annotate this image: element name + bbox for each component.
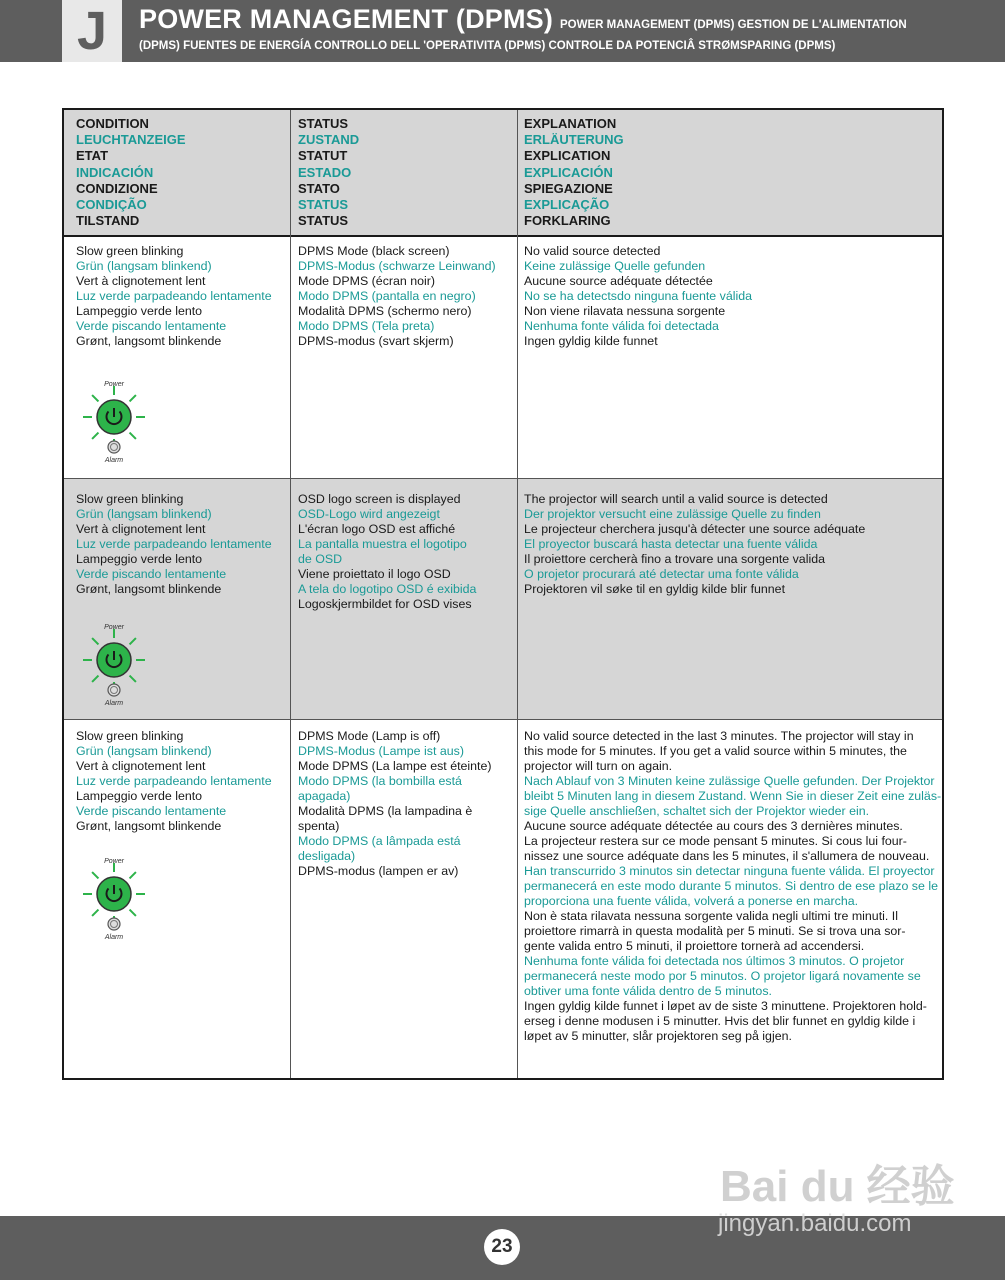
text-line: Modo DPMS (a lâmpada está (298, 834, 461, 848)
text-line: Grønt, langsomt blinkende (76, 819, 222, 833)
watermark-url: jingyan.baidu.com (718, 1210, 912, 1237)
text-line: Slow green blinking (76, 729, 184, 743)
text-line: Lampeggio verde lento (76, 552, 203, 566)
text-line: DPMS-modus (lampen er av) (298, 864, 459, 878)
text-line: Projektoren vil søke til en gyldig kilde blir funnet (524, 582, 786, 596)
led-ray (92, 395, 98, 401)
text-line: TILSTAND (76, 213, 140, 229)
text-line: OSD-Logo wird angezeigt (298, 507, 440, 521)
dpms-table (62, 108, 944, 1080)
text-line: Luz verde parpadeando lentamente (76, 537, 272, 551)
text-line: nissez une source adéquate dans les 5 minutes, il s'allumera de nouveau. (524, 849, 930, 863)
text-line: Verde piscando lentamente (76, 319, 227, 333)
text-line: EXPLICAÇÃO (524, 197, 610, 213)
text-line: Ingen gyldig kilde funnet (524, 334, 658, 348)
text-line: DPMS Mode (Lamp is off) (298, 729, 441, 743)
text-line: DPMS-Modus (schwarze Leinwand) (298, 259, 496, 273)
row2-status (298, 492, 476, 612)
text-line: this mode for 5 minutes. If you get a valid source within 5 minutes, the (524, 744, 907, 758)
text-line: Non viene rilavata nessuna sorgente (524, 304, 726, 318)
text-line: No valid source detected (524, 244, 661, 258)
text-line: Logoskjermbildet for OSD vises (298, 597, 472, 611)
text-line: Grün (langsam blinkend) (76, 259, 212, 273)
text-line: de OSD (298, 552, 343, 566)
table-row (64, 720, 942, 1078)
text-line: Mode DPMS (écran noir) (298, 274, 436, 288)
text-line: Modalità DPMS (schermo nero) (298, 304, 472, 318)
text-line: STATUS (298, 213, 349, 229)
text-line: CONDIÇÃO (76, 197, 147, 213)
text-line: OSD logo screen is displayed (298, 492, 461, 506)
text-line: The projector will search until a valid source is detected (524, 492, 828, 506)
text-line: L'écran logo OSD est affiché (298, 522, 456, 536)
text-line: erseg i denne modusen i 5 minutter. Hvis det blir funnet en gyldig kilde i (524, 1014, 916, 1028)
text-line: Nach Ablauf von 3 Minuten keine zulässige Quelle gefunden. Der Projektor (524, 774, 935, 788)
text-line: Verde piscando lentamente (76, 804, 227, 818)
row1-explanation (524, 244, 752, 349)
text-line: A tela do logotipo OSD é exibida (298, 582, 477, 596)
power-led-icon: Power Alarm (79, 620, 149, 710)
text-line: Vert à clignotement lent (76, 274, 206, 288)
alarm-led (108, 918, 120, 930)
page-title: POWER MANAGEMENT (DPMS) (139, 4, 554, 34)
row3-condition (76, 729, 272, 834)
text-line: DPMS-modus (svart skjerm) (298, 334, 454, 348)
alarm-led (108, 441, 120, 453)
text-line: ESTADO (298, 164, 352, 180)
text-line: Aucune source adéquate détectée au cours des 3 dernières minutes. (524, 819, 903, 833)
text-line: Luz verde parpadeando lentamente (76, 289, 272, 303)
header-condition (76, 116, 186, 229)
text-line: sige Quelle anschließen, schaltet sich der Projektor wieder ein. (524, 804, 870, 818)
text-line: Grün (langsam blinkend) (76, 507, 212, 521)
alarm-led (108, 684, 120, 696)
text-line: Grønt, langsomt blinkende (76, 582, 222, 596)
text-line: No se ha detectsdo ninguna fuente válida (524, 289, 753, 303)
text-line: Ingen gyldig kilde funnet i løpet av de siste 3 minuttene. Projektoren hold- (524, 999, 927, 1013)
text-line: proporciona una fuente válida, volverá a ponerse en marcha. (524, 894, 859, 908)
text-line: Luz verde parpadeando lentamente (76, 774, 272, 788)
text-line: Han transcurrido 3 minutos sin detectar ninguna fuente válida. El proyector (524, 864, 935, 878)
text-line: Nenhuma fonte válida foi detectada nos últimos 3 minutos. O projetor (524, 954, 905, 968)
text-line: bleibt 5 Minuten lang in diesem Zustand. Wenn Sie in dieser Zeit eine zuläs- (524, 789, 942, 803)
table-row (64, 237, 942, 478)
text-line: Slow green blinking (76, 244, 184, 258)
text-line: Non è stata rilavata nessuna sorgente valida negli ultimi tre minuti. Il (524, 909, 898, 923)
text-line: Lampeggio verde lento (76, 789, 203, 803)
text-line: La projecteur restera sur ce mode pensant 5 minutes. Si cous lui four- (524, 834, 907, 848)
table-row (64, 479, 942, 719)
text-line: Il proiettore cercherà fino a trovare una sorgente valida (524, 552, 825, 566)
power-led-icon: Power Alarm (79, 854, 149, 944)
text-line: projector will turn on again. (524, 759, 673, 773)
led-ray (92, 676, 98, 682)
table-header-row (64, 110, 942, 235)
led-ray (92, 910, 98, 916)
text-line: STATUS (298, 116, 349, 131)
text-line: permanecerá en este modo durante 5 minutos. Si dentro de ese plazo se le (524, 879, 938, 893)
text-line: Le projecteur cherchera jusqu'à détecter une source adéquate (524, 522, 866, 536)
text-line: apagada) (298, 789, 351, 803)
text-line: Viene proiettato il logo OSD (298, 567, 451, 581)
text-line: CONDIZIONE (76, 180, 158, 196)
watermark-logo: Bai du 经验 (720, 1162, 955, 1211)
text-line: INDICACIÓN (76, 164, 154, 180)
text-line: Vert à clignotement lent (76, 759, 206, 773)
row3-explanation (524, 729, 941, 1044)
text-line: STATUS (298, 197, 349, 213)
led-ray (130, 395, 136, 401)
text-line: El proyector buscará hasta detectar una fuente válida (524, 537, 818, 551)
led-ray (92, 638, 98, 644)
led-ray (92, 433, 98, 439)
text-line: løpet av 5 minutter, slår projektoren seg på igjen. (524, 1029, 792, 1043)
led-ray (130, 910, 136, 916)
text-line: CONDITION (76, 116, 149, 131)
text-line: desligada) (298, 849, 356, 863)
led-ray (92, 872, 98, 878)
header-explanation (524, 116, 624, 229)
led-ray (130, 676, 136, 682)
text-line: ERLÄUTERUNG (524, 132, 624, 148)
text-line: DPMS-Modus (Lampe ist aus) (298, 744, 464, 758)
page-subtitle-line1: POWER MANAGEMENT (DPMS) GESTION DE L'ALIMENTATION (560, 19, 907, 31)
text-line: La pantalla muestra el logotipo (298, 537, 467, 551)
text-line: Grün (langsam blinkend) (76, 744, 212, 758)
text-line: Slow green blinking (76, 492, 184, 506)
text-line: FORKLARING (524, 213, 611, 229)
row3-status (298, 729, 492, 879)
led-ray (130, 872, 136, 878)
text-line: Aucune source adéquate détectée (524, 274, 713, 288)
text-line: Mode DPMS (La lampe est éteinte) (298, 759, 492, 773)
text-line: Modalità DPMS (la lampadina è (298, 804, 473, 818)
text-line: Der projektor versucht eine zulässige Quelle zu finden (524, 507, 821, 521)
text-line: STATO (298, 180, 340, 196)
text-line: Keine zulässige Quelle gefunden (524, 259, 706, 273)
text-line: Modo DPMS (pantalla en negro) (298, 289, 476, 303)
text-line: gente valida entro 5 minuti, il proiettore tornerà ad accendersi. (524, 939, 865, 953)
text-line: Verde piscando lentamente (76, 567, 227, 581)
text-line: Modo DPMS (la bombilla está (298, 774, 462, 788)
section-badge: J (62, 0, 122, 62)
page-number: 23 (484, 1229, 520, 1265)
row1-condition (76, 244, 272, 349)
text-line: Modo DPMS (Tela preta) (298, 319, 435, 333)
text-line: Vert à clignotement lent (76, 522, 206, 536)
text-line: permanecerá neste modo por 5 minutos. O projetor ligará novamente se (524, 969, 921, 983)
text-line: EXPLICACIÓN (524, 164, 613, 180)
row2-explanation (524, 492, 865, 597)
text-line: Nenhuma fonte válida foi detectada (524, 319, 719, 333)
header-status (298, 116, 359, 229)
text-line: Grønt, langsomt blinkende (76, 334, 222, 348)
text-line: ZUSTAND (298, 132, 360, 148)
power-led-icon: Power Alarm (79, 377, 149, 467)
text-line: STATUT (298, 148, 348, 164)
text-line: LEUCHTANZEIGE (76, 132, 186, 148)
led-ray (130, 433, 136, 439)
text-line: proiettore rimarrà in questa modalità per 5 minuti. Se si trova una sor- (524, 924, 906, 938)
row1-status (298, 244, 496, 349)
text-line: O projetor procurará até detectar uma fonte válida (524, 567, 799, 581)
text-line: DPMS Mode (black screen) (298, 244, 450, 258)
row2-condition (76, 492, 272, 597)
text-line: ETAT (76, 148, 109, 164)
text-line: obtiver uma fonte válida dentro de 5 minutos. (524, 984, 772, 998)
text-line: spenta) (298, 819, 340, 833)
text-line: No valid source detected in the last 3 minutes. The projector will stay in (524, 729, 914, 743)
page-subtitle-line2: (DPMS) FUENTES DE ENERGÍA CONTROLLO DELL 'OPERATIVITA (DPMS) CONTROLE DA POTENCIÂ STRØMSPARING (DPMS) (139, 40, 836, 52)
text-line: Lampeggio verde lento (76, 304, 203, 318)
led-ray (130, 638, 136, 644)
text-line: EXPLICATION (524, 148, 611, 164)
text-line: EXPLANATION (524, 116, 617, 131)
text-line: SPIEGAZIONE (524, 180, 613, 196)
